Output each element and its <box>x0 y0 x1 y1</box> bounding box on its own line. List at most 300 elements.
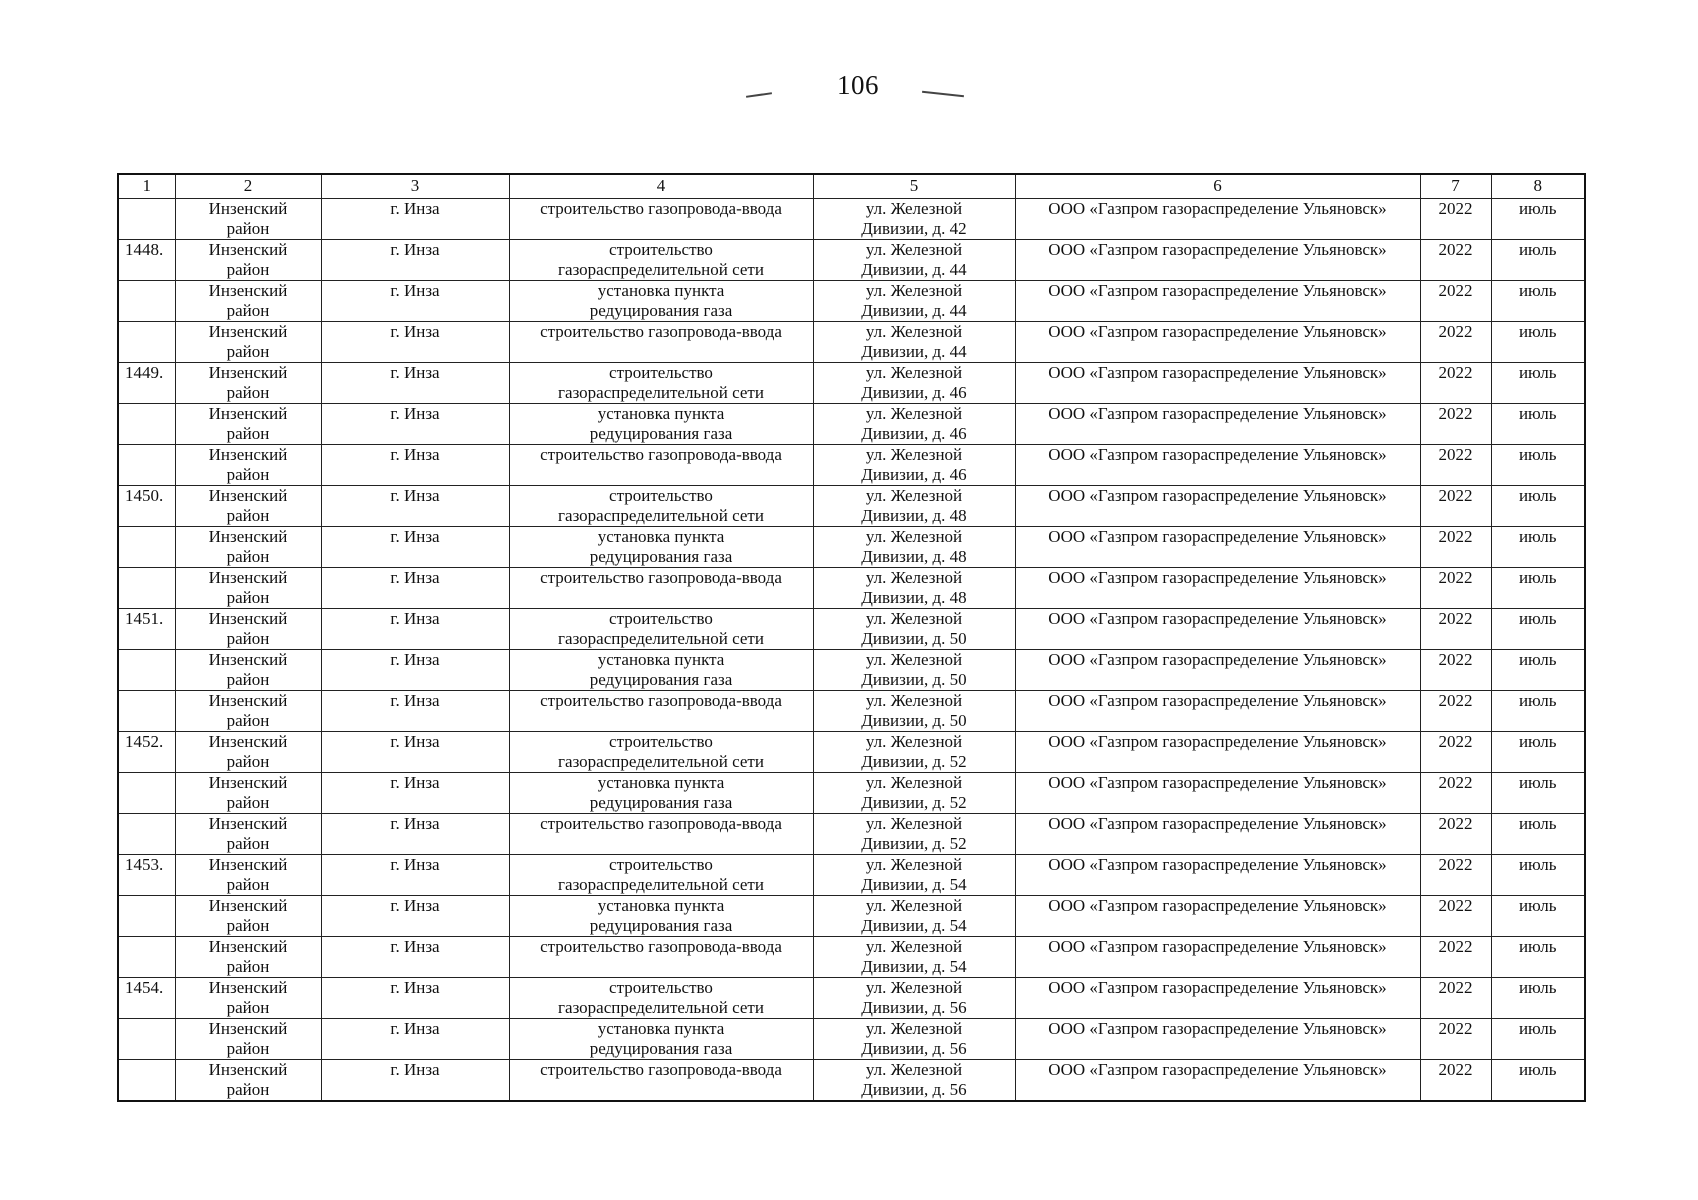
row-number-cell <box>118 568 175 609</box>
table-row <box>118 363 1585 404</box>
address-cell-text: Дивизии, д. 52 <box>861 834 967 853</box>
work-type-cell <box>509 445 813 486</box>
settlement-cell-text: г. Инза <box>390 240 440 259</box>
district-cell <box>175 691 321 732</box>
row-number-cell-text: 1449. <box>125 363 164 382</box>
address-cell-text: ул. Железной <box>865 609 963 628</box>
address-cell-text: ул. Железной <box>865 1019 963 1038</box>
settlement-cell <box>321 732 509 773</box>
table-row <box>118 732 1585 773</box>
table-row <box>118 486 1585 527</box>
settlement-cell <box>321 691 509 732</box>
district-cell <box>175 1019 321 1060</box>
district-cell-text: Инзенский <box>208 281 288 300</box>
organization-cell <box>1015 240 1420 281</box>
address-cell <box>813 1019 1015 1060</box>
row-number-cell-text: 1453. <box>125 855 164 874</box>
settlement-cell-text: г. Инза <box>390 937 440 956</box>
organization-cell-text: ООО «Газпром газораспределение Ульяновск» <box>1048 609 1387 628</box>
work-type-cell-text: редуцирования газа <box>589 301 733 320</box>
settlement-cell <box>321 486 509 527</box>
address-cell-text: Дивизии, д. 46 <box>861 424 967 443</box>
organization-cell-text: ООО «Газпром газораспределение Ульяновск» <box>1048 773 1387 792</box>
year-cell <box>1420 281 1491 322</box>
district-cell <box>175 363 321 404</box>
address-cell <box>813 732 1015 773</box>
work-type-cell <box>509 404 813 445</box>
address-cell-text: Дивизии, д. 50 <box>861 670 967 689</box>
district-cell <box>175 937 321 978</box>
month-cell-text: июль <box>1518 650 1557 669</box>
header-cell: 2 <box>175 174 321 199</box>
registry-table <box>117 173 1586 1102</box>
district-cell <box>175 281 321 322</box>
work-type-cell <box>509 937 813 978</box>
work-type-cell-text: редуцирования газа <box>589 916 733 935</box>
work-type-cell-text: установка пункта <box>597 773 725 792</box>
district-cell-text: Инзенский <box>208 445 288 464</box>
month-cell-text: июль <box>1518 199 1557 218</box>
row-number-cell <box>118 322 175 363</box>
settlement-cell <box>321 937 509 978</box>
table-row <box>118 445 1585 486</box>
year-cell-text: 2022 <box>1438 814 1473 833</box>
month-cell <box>1491 1060 1585 1102</box>
address-cell-text: ул. Железной <box>865 404 963 423</box>
address-cell-text: ул. Железной <box>865 896 963 915</box>
row-number-cell <box>118 1060 175 1102</box>
work-type-cell-text: редуцирования газа <box>589 793 733 812</box>
row-number-cell-text: 1452. <box>125 732 164 751</box>
year-cell <box>1420 691 1491 732</box>
work-type-cell-text: редуцирования газа <box>589 670 733 689</box>
year-cell <box>1420 486 1491 527</box>
settlement-cell-text: г. Инза <box>390 486 440 505</box>
address-cell-text: Дивизии, д. 52 <box>861 793 967 812</box>
work-type-cell-text: установка пункта <box>597 404 725 423</box>
address-cell-text: ул. Железной <box>865 486 963 505</box>
address-cell <box>813 527 1015 568</box>
table-row <box>118 814 1585 855</box>
district-cell-text: район <box>226 711 270 730</box>
work-type-cell <box>509 896 813 937</box>
work-type-cell-text: строительство <box>609 978 713 997</box>
table-row <box>118 281 1585 322</box>
row-number-cell <box>118 404 175 445</box>
month-cell-text: июль <box>1518 937 1557 956</box>
organization-cell-text: ООО «Газпром газораспределение Ульяновск» <box>1048 732 1387 751</box>
address-cell <box>813 814 1015 855</box>
address-cell-text: ул. Железной <box>865 773 963 792</box>
organization-cell-text: ООО «Газпром газораспределение Ульяновск» <box>1048 855 1387 874</box>
settlement-cell-text: г. Инза <box>390 650 440 669</box>
month-cell <box>1491 322 1585 363</box>
header-cell: 5 <box>813 174 1015 199</box>
district-cell <box>175 814 321 855</box>
settlement-cell <box>321 978 509 1019</box>
district-cell-text: Инзенский <box>208 404 288 423</box>
month-cell <box>1491 404 1585 445</box>
settlement-cell-text: г. Инза <box>390 855 440 874</box>
address-cell <box>813 240 1015 281</box>
district-cell <box>175 527 321 568</box>
table-row <box>118 322 1585 363</box>
row-number-cell-text: 1451. <box>125 609 164 628</box>
row-number-cell <box>118 691 175 732</box>
district-cell-text: район <box>226 424 270 443</box>
district-cell <box>175 486 321 527</box>
settlement-cell-text: г. Инза <box>390 445 440 464</box>
month-cell <box>1491 650 1585 691</box>
district-cell-text: Инзенский <box>208 691 288 710</box>
year-cell <box>1420 814 1491 855</box>
address-cell-text: Дивизии, д. 56 <box>861 998 967 1017</box>
month-cell <box>1491 732 1585 773</box>
district-cell-text: район <box>226 465 270 484</box>
address-cell-text: ул. Железной <box>865 650 963 669</box>
district-cell-text: район <box>226 834 270 853</box>
district-cell-text: район <box>226 547 270 566</box>
table-row <box>118 609 1585 650</box>
address-cell-text: ул. Железной <box>865 281 963 300</box>
month-cell <box>1491 486 1585 527</box>
work-type-cell <box>509 568 813 609</box>
organization-cell <box>1015 855 1420 896</box>
month-cell-text: июль <box>1518 814 1557 833</box>
year-cell <box>1420 568 1491 609</box>
address-cell-text: Дивизии, д. 54 <box>861 875 967 894</box>
address-cell-text: Дивизии, д. 56 <box>861 1039 967 1058</box>
address-cell-text: ул. Железной <box>865 1060 963 1079</box>
organization-cell <box>1015 773 1420 814</box>
row-number-cell <box>118 240 175 281</box>
month-cell <box>1491 691 1585 732</box>
settlement-cell-text: г. Инза <box>390 1019 440 1038</box>
row-number-cell-text: 1454. <box>125 978 164 997</box>
settlement-cell <box>321 527 509 568</box>
year-cell <box>1420 445 1491 486</box>
settlement-cell <box>321 240 509 281</box>
row-number-cell <box>118 527 175 568</box>
district-cell-text: Инзенский <box>208 732 288 751</box>
header-cell: 7 <box>1420 174 1491 199</box>
district-cell-text: район <box>226 629 270 648</box>
district-cell-text: Инзенский <box>208 240 288 259</box>
month-cell <box>1491 773 1585 814</box>
year-cell-text: 2022 <box>1438 855 1473 874</box>
settlement-cell <box>321 199 509 240</box>
settlement-cell <box>321 404 509 445</box>
address-cell-text: ул. Железной <box>865 527 963 546</box>
district-cell-text: район <box>226 875 270 894</box>
work-type-cell-text: газораспределительной сети <box>558 383 764 402</box>
work-type-cell-text: строительство газопровода-ввода <box>540 814 782 833</box>
month-cell-text: июль <box>1518 732 1557 751</box>
month-cell-text: июль <box>1518 240 1557 259</box>
district-cell <box>175 1060 321 1102</box>
work-type-cell-text: строительство газопровода-ввода <box>540 322 782 341</box>
settlement-cell <box>321 1019 509 1060</box>
month-cell-text: июль <box>1518 527 1557 546</box>
year-cell-text: 2022 <box>1438 568 1473 587</box>
row-number-cell <box>118 978 175 1019</box>
work-type-cell-text: газораспределительной сети <box>558 998 764 1017</box>
address-cell <box>813 568 1015 609</box>
address-cell-text: ул. Железной <box>865 814 963 833</box>
address-cell-text: Дивизии, д. 42 <box>861 219 967 238</box>
district-cell-text: район <box>226 588 270 607</box>
district-cell-text: район <box>226 383 270 402</box>
district-cell <box>175 732 321 773</box>
district-cell-text: Инзенский <box>208 937 288 956</box>
table-row <box>118 404 1585 445</box>
organization-cell-text: ООО «Газпром газораспределение Ульяновск» <box>1048 404 1387 423</box>
organization-cell-text: ООО «Газпром газораспределение Ульяновск» <box>1048 527 1387 546</box>
address-cell-text: Дивизии, д. 56 <box>861 1080 967 1099</box>
work-type-cell-text: строительство <box>609 486 713 505</box>
row-number-cell <box>118 363 175 404</box>
year-cell-text: 2022 <box>1438 445 1473 464</box>
organization-cell-text: ООО «Газпром газораспределение Ульяновск» <box>1048 1060 1387 1079</box>
month-cell <box>1491 363 1585 404</box>
work-type-cell-text: газораспределительной сети <box>558 752 764 771</box>
header-cell: 6 <box>1015 174 1420 199</box>
district-cell <box>175 199 321 240</box>
work-type-cell-text: строительство газопровода-ввода <box>540 937 782 956</box>
organization-cell-text: ООО «Газпром газораспределение Ульяновск» <box>1048 199 1387 218</box>
work-type-cell <box>509 486 813 527</box>
settlement-cell <box>321 814 509 855</box>
district-cell-text: район <box>226 957 270 976</box>
district-cell-text: Инзенский <box>208 527 288 546</box>
year-cell <box>1420 650 1491 691</box>
year-cell <box>1420 404 1491 445</box>
settlement-cell-text: г. Инза <box>390 773 440 792</box>
district-cell-text: Инзенский <box>208 363 288 382</box>
work-type-cell <box>509 281 813 322</box>
row-number-cell <box>118 281 175 322</box>
district-cell <box>175 773 321 814</box>
settlement-cell-text: г. Инза <box>390 978 440 997</box>
table-row <box>118 773 1585 814</box>
year-cell <box>1420 609 1491 650</box>
address-cell-text: Дивизии, д. 48 <box>861 588 967 607</box>
district-cell-text: район <box>226 998 270 1017</box>
district-cell-text: район <box>226 301 270 320</box>
address-cell-text: ул. Железной <box>865 240 963 259</box>
district-cell <box>175 404 321 445</box>
work-type-cell-text: строительство газопровода-ввода <box>540 199 782 218</box>
settlement-cell-text: г. Инза <box>390 732 440 751</box>
work-type-cell-text: газораспределительной сети <box>558 506 764 525</box>
district-cell <box>175 240 321 281</box>
settlement-cell-text: г. Инза <box>390 1060 440 1079</box>
district-cell-text: район <box>226 1080 270 1099</box>
address-cell-text: ул. Железной <box>865 978 963 997</box>
address-cell <box>813 281 1015 322</box>
district-cell-text: район <box>226 752 270 771</box>
district-cell-text: район <box>226 219 270 238</box>
settlement-cell <box>321 281 509 322</box>
address-cell-text: Дивизии, д. 46 <box>861 465 967 484</box>
district-cell-text: район <box>226 670 270 689</box>
address-cell <box>813 937 1015 978</box>
table-row <box>118 691 1585 732</box>
month-cell <box>1491 896 1585 937</box>
work-type-cell-text: редуцирования газа <box>589 1039 733 1058</box>
month-cell-text: июль <box>1518 978 1557 997</box>
address-cell <box>813 1060 1015 1102</box>
address-cell-text: Дивизии, д. 50 <box>861 629 967 648</box>
district-cell-text: Инзенский <box>208 1060 288 1079</box>
year-cell-text: 2022 <box>1438 199 1473 218</box>
address-cell <box>813 650 1015 691</box>
year-cell <box>1420 896 1491 937</box>
address-cell <box>813 978 1015 1019</box>
district-cell <box>175 978 321 1019</box>
organization-cell <box>1015 281 1420 322</box>
year-cell <box>1420 773 1491 814</box>
settlement-cell-text: г. Инза <box>390 814 440 833</box>
year-cell <box>1420 978 1491 1019</box>
work-type-cell-text: установка пункта <box>597 896 725 915</box>
organization-cell <box>1015 937 1420 978</box>
work-type-cell-text: установка пункта <box>597 527 725 546</box>
year-cell <box>1420 1019 1491 1060</box>
month-cell <box>1491 527 1585 568</box>
header-cell: 1 <box>118 174 175 199</box>
month-cell-text: июль <box>1518 486 1557 505</box>
district-cell-text: район <box>226 506 270 525</box>
year-cell <box>1420 363 1491 404</box>
table-row <box>118 527 1585 568</box>
organization-cell <box>1015 568 1420 609</box>
settlement-cell-text: г. Инза <box>390 609 440 628</box>
organization-cell <box>1015 896 1420 937</box>
address-cell-text: ул. Железной <box>865 691 963 710</box>
work-type-cell-text: строительство <box>609 732 713 751</box>
year-cell-text: 2022 <box>1438 527 1473 546</box>
district-cell <box>175 322 321 363</box>
work-type-cell-text: строительство газопровода-ввода <box>540 445 782 464</box>
year-cell-text: 2022 <box>1438 732 1473 751</box>
month-cell <box>1491 978 1585 1019</box>
address-cell-text: Дивизии, д. 44 <box>861 342 967 361</box>
work-type-cell-text: строительство газопровода-ввода <box>540 691 782 710</box>
work-type-cell-text: строительство газопровода-ввода <box>540 568 782 587</box>
year-cell <box>1420 240 1491 281</box>
work-type-cell <box>509 240 813 281</box>
year-cell-text: 2022 <box>1438 896 1473 915</box>
organization-cell <box>1015 322 1420 363</box>
year-cell <box>1420 1060 1491 1102</box>
header-cell: 8 <box>1491 174 1585 199</box>
organization-cell-text: ООО «Газпром газораспределение Ульяновск» <box>1048 486 1387 505</box>
month-cell <box>1491 814 1585 855</box>
district-cell-text: Инзенский <box>208 814 288 833</box>
year-cell <box>1420 732 1491 773</box>
work-type-cell-text: газораспределительной сети <box>558 875 764 894</box>
settlement-cell <box>321 1060 509 1102</box>
address-cell-text: ул. Железной <box>865 732 963 751</box>
month-cell <box>1491 1019 1585 1060</box>
district-cell <box>175 650 321 691</box>
year-cell-text: 2022 <box>1438 240 1473 259</box>
work-type-cell <box>509 978 813 1019</box>
organization-cell <box>1015 527 1420 568</box>
address-cell <box>813 199 1015 240</box>
address-cell <box>813 609 1015 650</box>
address-cell <box>813 322 1015 363</box>
organization-cell <box>1015 732 1420 773</box>
address-cell-text: Дивизии, д. 48 <box>861 506 967 525</box>
district-cell-text: район <box>226 260 270 279</box>
organization-cell <box>1015 404 1420 445</box>
year-cell-text: 2022 <box>1438 404 1473 423</box>
year-cell-text: 2022 <box>1438 486 1473 505</box>
settlement-cell-text: г. Инза <box>390 404 440 423</box>
year-cell-text: 2022 <box>1438 1060 1473 1079</box>
year-cell <box>1420 199 1491 240</box>
work-type-cell <box>509 609 813 650</box>
address-cell <box>813 404 1015 445</box>
row-number-cell <box>118 199 175 240</box>
settlement-cell-text: г. Инза <box>390 281 440 300</box>
table-row <box>118 199 1585 240</box>
work-type-cell <box>509 814 813 855</box>
district-cell-text: Инзенский <box>208 773 288 792</box>
organization-cell <box>1015 691 1420 732</box>
row-number-cell-text: 1450. <box>125 486 164 505</box>
work-type-cell-text: установка пункта <box>597 281 725 300</box>
page-number: 106 <box>837 70 879 100</box>
address-cell-text: Дивизии, д. 48 <box>861 547 967 566</box>
organization-cell-text: ООО «Газпром газораспределение Ульяновск» <box>1048 1019 1387 1038</box>
district-cell-text: район <box>226 793 270 812</box>
table-row <box>118 650 1585 691</box>
year-cell-text: 2022 <box>1438 281 1473 300</box>
work-type-cell <box>509 527 813 568</box>
month-cell-text: июль <box>1518 1060 1557 1079</box>
work-type-cell <box>509 322 813 363</box>
row-number-cell <box>118 896 175 937</box>
work-type-cell <box>509 1019 813 1060</box>
work-type-cell-text: редуцирования газа <box>589 547 733 566</box>
organization-cell <box>1015 486 1420 527</box>
district-cell <box>175 609 321 650</box>
district-cell-text: Инзенский <box>208 855 288 874</box>
address-cell-text: ул. Железной <box>865 445 963 464</box>
year-cell-text: 2022 <box>1438 691 1473 710</box>
address-cell <box>813 773 1015 814</box>
year-cell <box>1420 937 1491 978</box>
header-cell: 4 <box>509 174 813 199</box>
address-cell <box>813 486 1015 527</box>
month-cell-text: июль <box>1518 281 1557 300</box>
row-number-cell <box>118 445 175 486</box>
month-cell-text: июль <box>1518 445 1557 464</box>
work-type-cell-text: газораспределительной сети <box>558 260 764 279</box>
year-cell-text: 2022 <box>1438 1019 1473 1038</box>
row-number-cell <box>118 773 175 814</box>
address-cell-text: Дивизии, д. 54 <box>861 957 967 976</box>
organization-cell <box>1015 609 1420 650</box>
district-cell <box>175 896 321 937</box>
settlement-cell-text: г. Инза <box>390 199 440 218</box>
district-cell-text: район <box>226 1039 270 1058</box>
organization-cell-text: ООО «Газпром газораспределение Ульяновск» <box>1048 445 1387 464</box>
district-cell-text: район <box>226 916 270 935</box>
